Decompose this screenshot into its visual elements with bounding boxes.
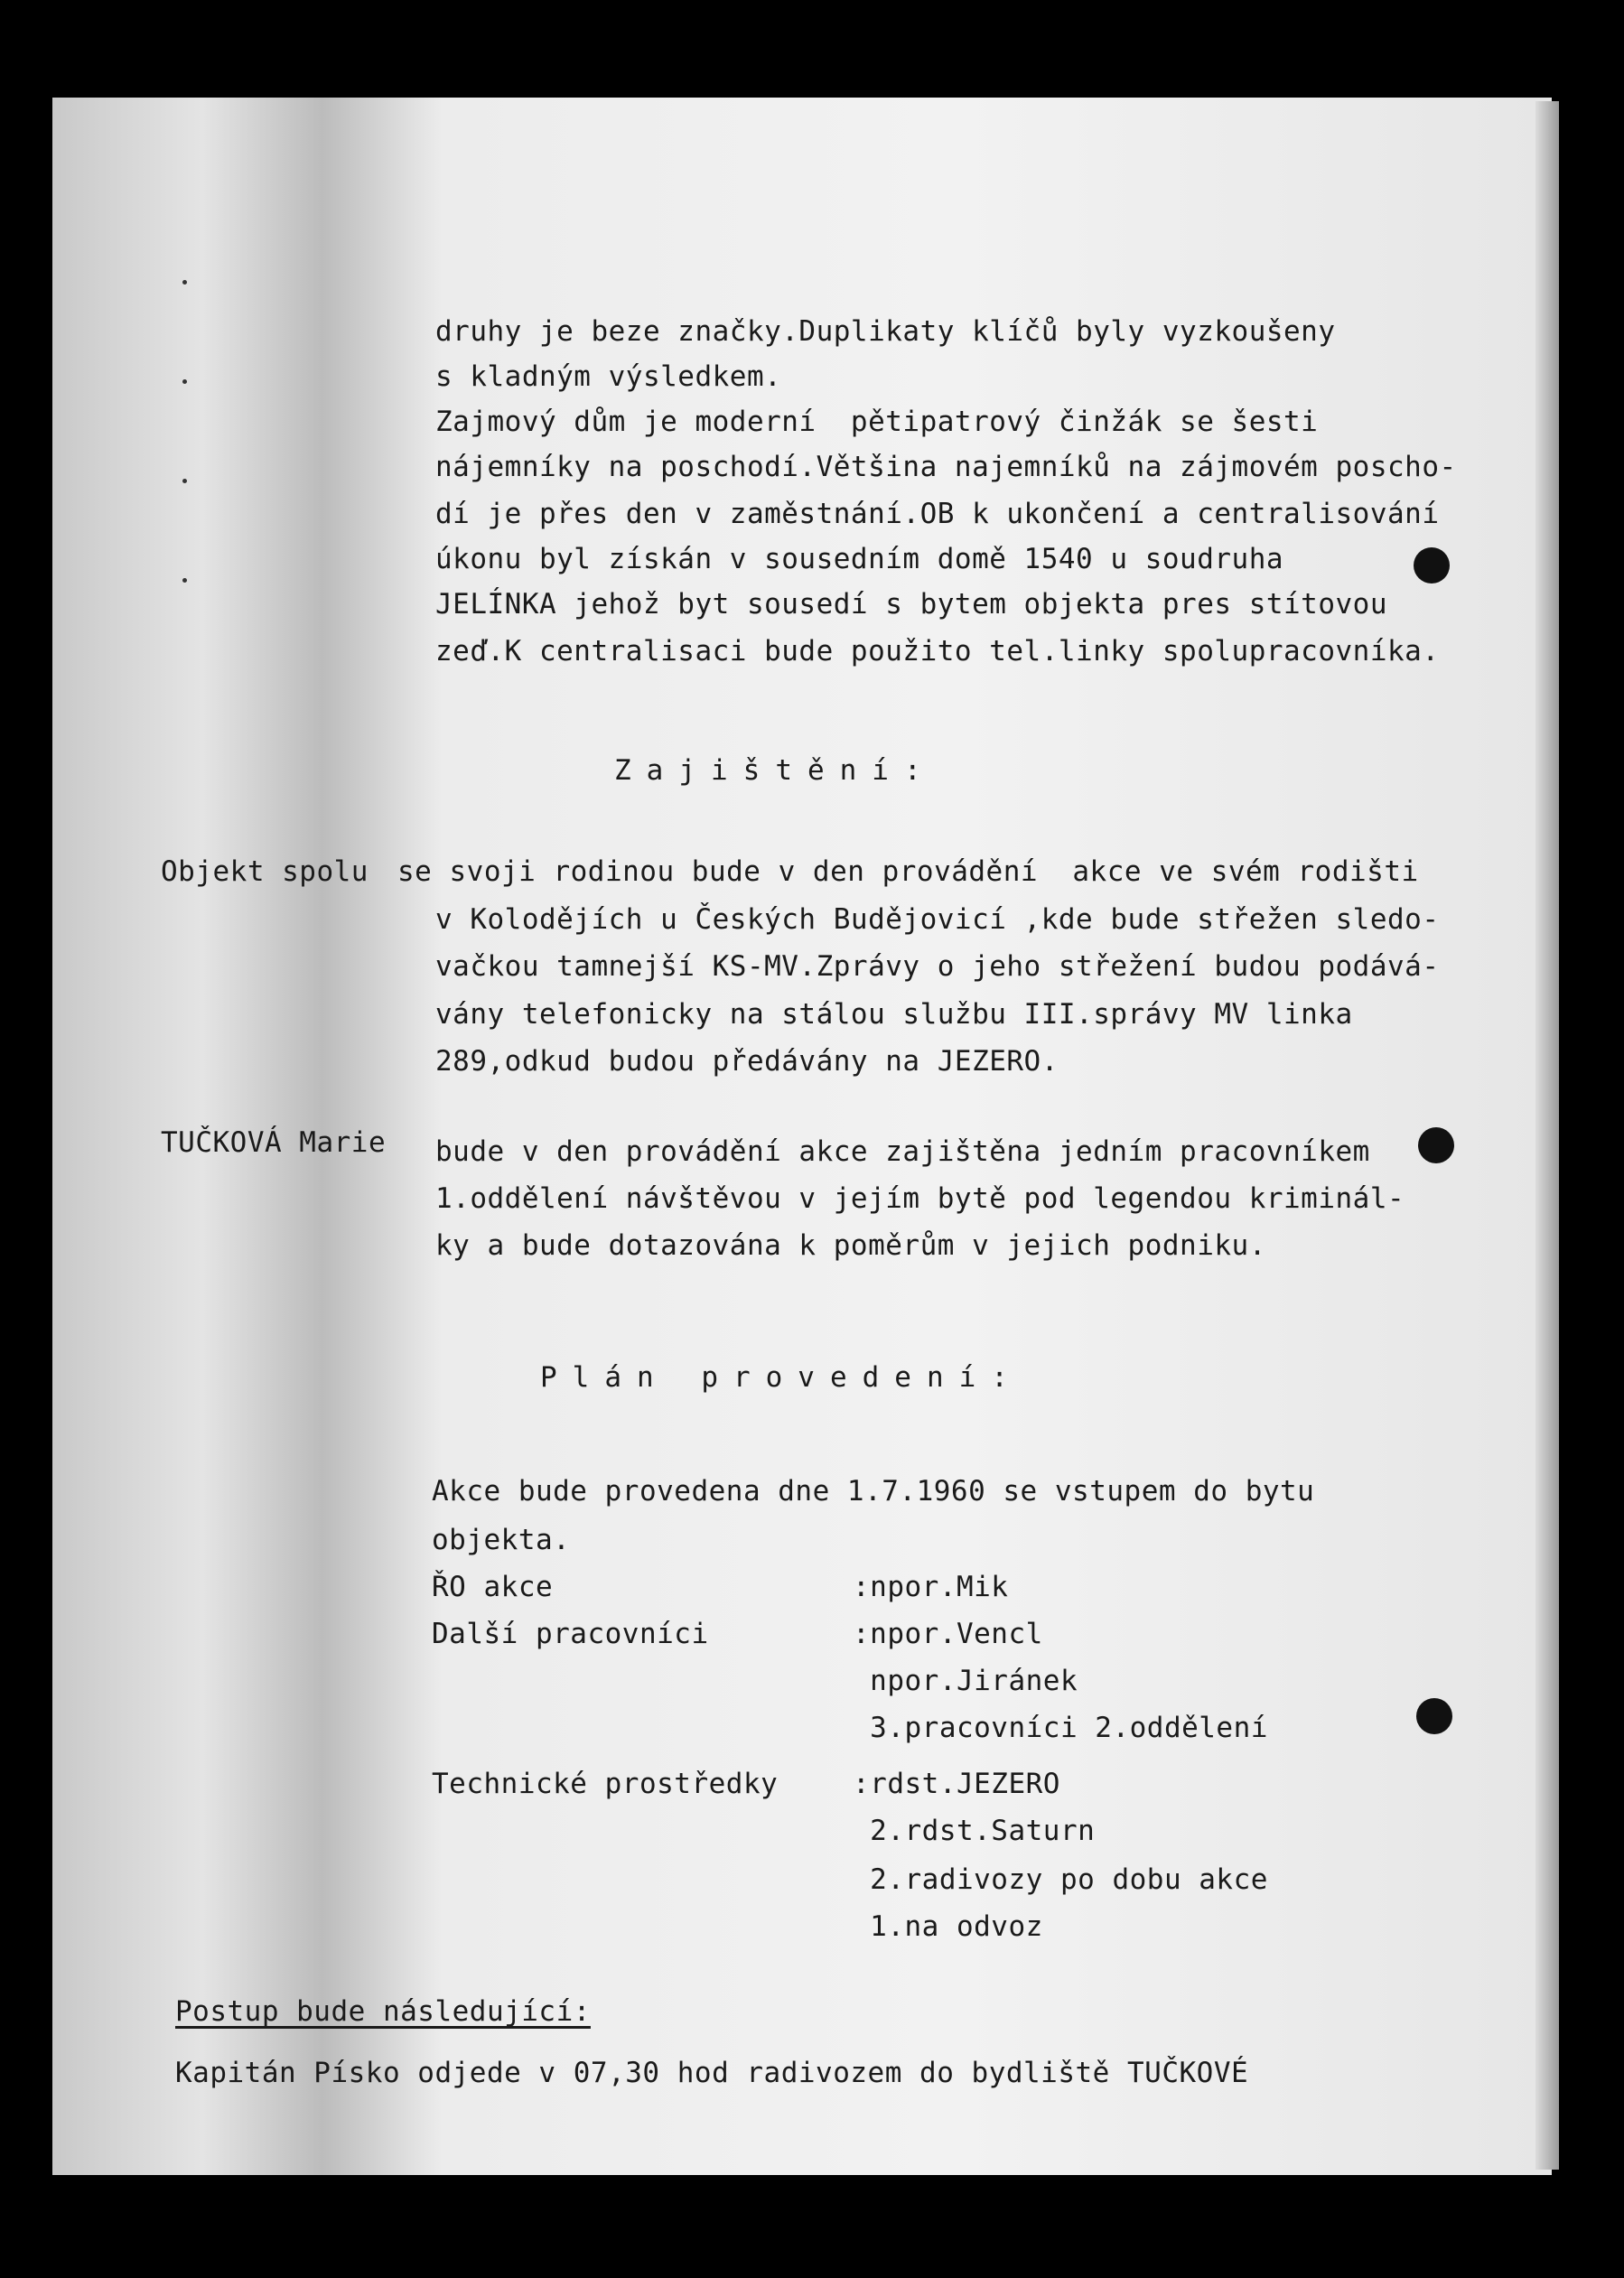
postup-heading: Postup bude následující: xyxy=(175,1995,591,2028)
text-line: druhy je beze značky.Duplikaty klíčů byly vyzkoušeny xyxy=(435,315,1336,348)
plan-value: 3.pracovníci 2.oddělení xyxy=(853,1712,1268,1744)
punch-hole xyxy=(1416,1698,1452,1734)
punch-hole xyxy=(1418,1127,1454,1163)
page-edge xyxy=(1535,101,1559,2170)
text-line: vány telefonicky na stálou službu III.správy MV linka xyxy=(435,998,1353,1031)
text-line: zeď.K centralisaci bude použito tel.linky spolupracovníka. xyxy=(435,635,1440,668)
plan-value: :npor.Vencl xyxy=(853,1618,1043,1650)
text-line: s kladným výsledkem. xyxy=(435,360,782,393)
text-line: se svoji rodinou bude v den provádění akce ve svém rodišti xyxy=(397,855,1419,888)
plan-value: 1.na odvoz xyxy=(853,1910,1043,1943)
tuckova-label: TUČKOVÁ Marie xyxy=(161,1126,387,1159)
section-heading-zajisteni: Zajištění: xyxy=(614,754,937,787)
text-line: úkonu byl získán v sousedním domě 1540 u soudruha xyxy=(435,543,1284,575)
plan-value: npor.Jiránek xyxy=(853,1665,1078,1697)
margin-dot xyxy=(182,479,187,483)
text-line: Zajmový dům je moderní pětipatrový činžák se šesti xyxy=(435,406,1319,438)
text-line: 289,odkud budou předávány na JEZERO. xyxy=(435,1045,1059,1078)
objekt-label: Objekt spolu xyxy=(161,855,369,888)
text-line: dí je přes den v zaměstnání.OB k ukončení a centralisování xyxy=(435,498,1440,530)
plan-value: 2.radivozy po dobu akce xyxy=(853,1863,1268,1896)
plan-value: :npor.Mik xyxy=(853,1571,1009,1603)
plan-label: Technické prostředky xyxy=(432,1768,779,1800)
plan-label: ŘO akce xyxy=(432,1571,554,1603)
plan-value: :rdst.JEZERO xyxy=(853,1768,1060,1800)
margin-dot xyxy=(182,280,187,285)
text-line: bude v den provádění akce zajištěna jedním pracovníkem xyxy=(435,1135,1370,1168)
text-line: objekta. xyxy=(432,1524,571,1556)
text-line: Akce bude provedena dne 1.7.1960 se vstupem do bytu xyxy=(432,1475,1315,1508)
text-line: vačkou tamnejší KS-MV.Zprávy o jeho střežení budou podává- xyxy=(435,950,1440,983)
text-line: v Kolodějích u Českých Budějovicí ,kde bude střežen sledo- xyxy=(435,903,1440,936)
postup-line: Kapitán Písko odjede v 07,30 hod radivozem do bydliště TUČKOVÉ xyxy=(175,2057,1249,2089)
margin-dot xyxy=(182,379,187,384)
plan-label: Další pracovníci xyxy=(432,1618,709,1650)
section-heading-plan: Plán provedení: xyxy=(540,1361,1023,1394)
plan-value: 2.rdst.Saturn xyxy=(853,1815,1096,1847)
text-line: 1.oddělení návštěvou v jejím bytě pod legendou kriminál- xyxy=(435,1182,1405,1215)
text-line: ky a bude dotazována k poměrům v jejich podniku. xyxy=(435,1229,1266,1262)
punch-hole xyxy=(1414,547,1450,584)
text-line: JELÍNKA jehož byt sousedí s bytem objekta pres stítovou xyxy=(435,588,1387,621)
margin-dot xyxy=(182,578,187,583)
text-line: nájemníky na poschodí.Většina najemníků na zájmovém poscho- xyxy=(435,451,1457,483)
